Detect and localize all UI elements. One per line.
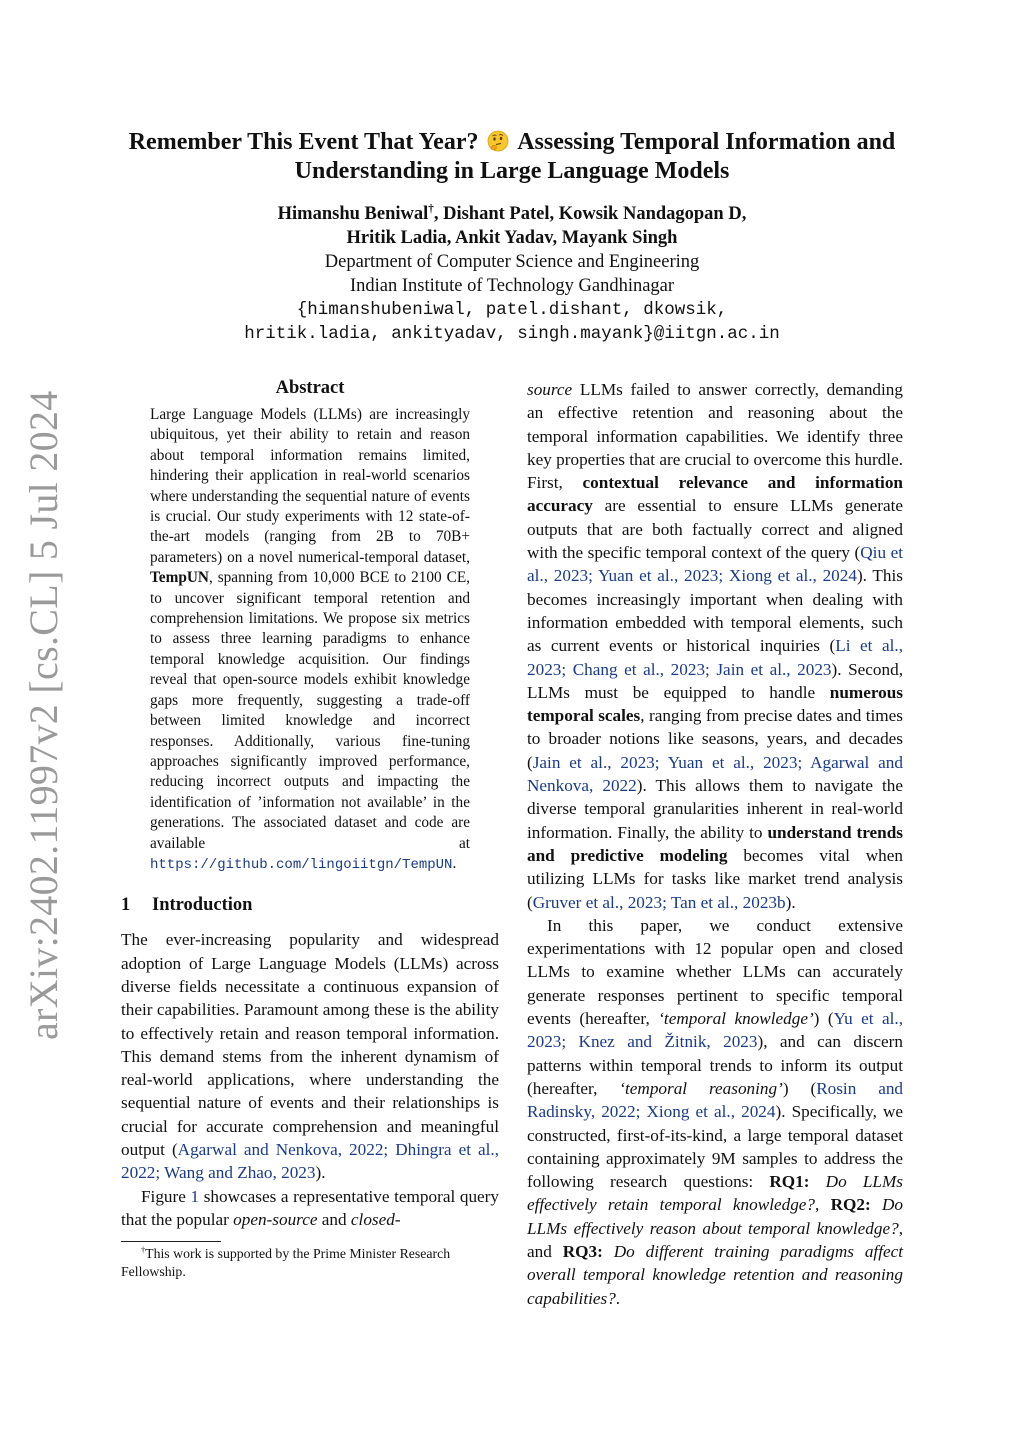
institute: Indian Institute of Technology Gandhinagar <box>349 276 675 296</box>
right-column <box>527 378 903 1310</box>
paragraph-text: becomes vital when utilizing LLMs for tasks like market trend analysis ( <box>527 845 903 912</box>
bold-phrase: understand trends and predictive modeling <box>527 822 903 865</box>
paragraph-text: ). <box>785 892 796 912</box>
emphasis: closed- <box>350 1209 401 1229</box>
dataset-name: TempUN <box>150 569 209 587</box>
citation-link[interactable]: Qiu et al., 2023; Yuan et al., 2023; Xiong et al., 2024 <box>527 543 903 586</box>
research-question-label: RQ3: <box>562 1241 603 1261</box>
emphasis: ‘temporal reasoning’ <box>619 1078 783 1098</box>
research-question-label: RQ1: <box>769 1172 810 1192</box>
bold-phrase: contextual relevance and information accuracy <box>527 473 903 516</box>
research-question-label: RQ2: <box>830 1195 871 1215</box>
footnote <box>121 1245 499 1281</box>
emphasis: ‘temporal knowledge’ <box>658 1009 814 1029</box>
paragraph-text: LLMs failed to answer correctly, demanding an effective retention and reasoning about the temporal information capabilities. We identify three key properties that are crucial to overcome this hurdle. First, <box>527 380 903 493</box>
paragraph-text: , ranging from precise dates and times to broader notions like seasons, years, and decades ( <box>527 706 903 772</box>
title-part-1: Remember This Event That Year? <box>128 129 479 155</box>
thinking-face-emoji-icon <box>487 130 509 152</box>
paragraph-text: ) ( <box>813 1009 834 1029</box>
left-column <box>121 378 499 1281</box>
paragraph-text: and <box>317 1209 351 1229</box>
paragraph-text: ). Specifically, we constructed, first-of-its-kind, a large temporal dataset containing approximately 9M samples to address the following research questions: <box>527 1102 903 1192</box>
intro-paragraph-2 <box>121 1185 499 1232</box>
paragraph-text: ). This becomes increasingly important when dealing with information embedded with temporal elements, such as current events or historical inquiries ( <box>527 566 903 656</box>
section-number: 1 <box>121 895 131 916</box>
department: Department of Computer Science and Engineering <box>324 252 700 272</box>
paragraph-text: are essential to ensure LLMs generate outputs that are both factually correct and aligned with the specific temporal context of the query ( <box>527 496 903 563</box>
emails-line-2: hritik.ladia, ankityadav, singh.mayank}@iitgn.ac.in <box>244 324 780 344</box>
intro-paragraph-1 <box>121 928 499 1184</box>
section-heading-introduction <box>121 895 499 916</box>
emphasis: source <box>527 380 573 399</box>
paragraph-text: ), and can discern patterns within temporal trends to inform its output (hereafter, <box>527 1032 903 1098</box>
paragraph-end: . <box>615 1288 621 1308</box>
research-question-text: Do LLMs effectively retain temporal knowledge? <box>527 1172 903 1215</box>
footnote-marker: † <box>428 202 434 215</box>
title-part-2: Assessing Temporal Information and Understanding in Large Language Models <box>294 129 896 184</box>
paragraph-text: showcases a representative temporal query that the popular <box>121 1186 499 1229</box>
footnote-divider <box>121 1241 221 1242</box>
figure-reference-link[interactable]: 1 <box>190 1186 200 1206</box>
abstract-end: . <box>452 854 457 872</box>
research-question-text: Do LLMs effectively reason about temporal knowledge? <box>527 1195 903 1238</box>
paragraph-text: Figure <box>141 1186 191 1206</box>
separator: , <box>815 1195 831 1215</box>
section-title: Introduction <box>152 895 253 916</box>
footnote-text: This work is supported by the Prime Minister Research Fellowship. <box>121 1246 451 1280</box>
citation-link[interactable]: Li et al., 2023; Chang et al., 2023; Jain et al., 2023 <box>527 636 903 679</box>
paragraph-text: In this paper, we conduct extensive experimentations with 12 popular open and closed LLMs to examine whether LLMs can accurately generate responses pertinent to specific temporal events (hereafter, <box>527 915 903 1029</box>
emails-line-1: {himanshubeniwal, patel.dishant, dkowsik, <box>296 300 728 320</box>
paragraph-text: ). Second, LLMs must be equipped to handle <box>527 659 903 702</box>
author-name: Himanshu Beniwal <box>277 204 429 224</box>
abstract-body-2: , spanning from 10,000 BCE to 2100 CE, to uncover significant temporal retention and comprehension limitations. We propose six metrics to assess three learning paradigms to enhance temporal knowledge acquisition. Our findings reveal that open-source models exhibit knowledge gaps more frequently, suggesting a trade-off between limited knowledge and incorrect responses. Additionally, various fine-tuning approaches significantly improved performance, reducing incorrect outputs and impacting the identification of ’information not available’ in the generations. The associated dataset and code are available at <box>150 569 470 852</box>
paragraph-text: ) ( <box>782 1078 817 1098</box>
abstract-body: Large Language Models (LLMs) are increasingly ubiquitous, yet their ability to retain and reason about temporal information remains limited, hindering their application in real-world scenarios where understanding the sequential nature of events is crucial. Our study experiments with 12 state-of-the-art models (ranging from 2B to 70B+ parameters) on a novel numerical-temporal dataset, <box>150 406 470 566</box>
research-question-text: Do different training paradigms affect overall temporal knowledge retention and reasoning capabilities? <box>527 1241 903 1308</box>
paragraph-text: ). This allows them to navigate the diverse temporal granularities inherent in real-world information. Finally, the ability to <box>527 776 904 842</box>
separator: , and <box>527 1218 903 1261</box>
footnote-marker: † <box>141 1245 146 1255</box>
citation-link[interactable]: Agarwal and Nenkova, 2022; Dhingra et al., 2022; Wang and Zhao, 2023 <box>121 1140 499 1183</box>
authors-line-1 <box>110 202 914 226</box>
citation-link[interactable]: Yu et al., 2023; Knez and Žitnik, 2023 <box>527 1009 903 1052</box>
paragraph-text: The ever-increasing popularity and widespread adoption of Large Language Models (LLMs) across diverse fields necessitate a continuous expansion of their capabilities. Paramount among these is the ability to effectively retain and reason temporal information. This demand stems from the inherent dynamism of real-world applications, where understanding the sequential nature of events and their relationships is crucial for accurate comprehension and meaningful output ( <box>121 930 499 1160</box>
citation-link[interactable]: Rosin and Radinsky, 2022; Xiong et al., 2024 <box>527 1078 904 1122</box>
intro-paragraph-3 <box>527 914 903 1310</box>
author-block <box>110 202 914 346</box>
arxiv-identifier-stamp: arXiv:2402.11997v2 [cs.CL] 5 Jul 2024 <box>21 390 66 1040</box>
intro-paragraph-2-continued <box>527 378 903 914</box>
paper-title <box>110 128 914 186</box>
author-names: , Dishant Patel, Kowsik Nandagopan D, <box>433 204 747 224</box>
emphasis: open-source <box>233 1209 318 1229</box>
abstract-text <box>150 405 470 875</box>
authors-line-2: Hritik Ladia, Ankit Yadav, Mayank Singh <box>346 228 678 248</box>
abstract-heading: Abstract <box>275 378 345 398</box>
citation-link[interactable]: Jain et al., 2023; Yuan et al., 2023; Agarwal and Nenkova, 2022 <box>527 752 903 796</box>
citation-link[interactable]: Gruver et al., 2023; Tan et al., 2023b <box>532 892 786 912</box>
bold-phrase: numerous temporal scales <box>527 682 903 726</box>
paragraph-end: ). <box>315 1163 326 1183</box>
code-repository-link[interactable]: https://github.com/lingoiitgn/TempUN <box>150 856 453 873</box>
